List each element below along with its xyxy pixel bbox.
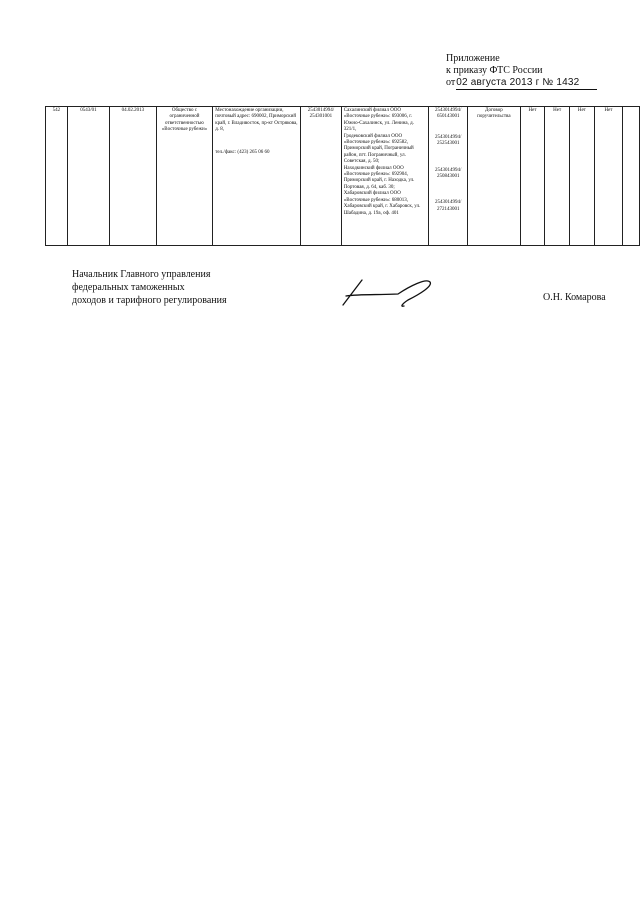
signatory-name: О.Н. Комарова xyxy=(543,292,606,303)
cell-location xyxy=(213,107,301,246)
branch-code: 2543014994/ 252543001 xyxy=(434,134,462,147)
appendix-label: Приложение xyxy=(446,53,500,64)
signatory-title-line: федеральных таможенных xyxy=(72,282,185,293)
branch-name: Хабаровский филиал ООО «Восточные рубежи»: 680013, Хабаровский край, г. Хабаровск, ул. Шабадина, д. 19а, оф. 401 xyxy=(343,191,421,216)
order-date-number: 02 августа 2013 г № 1432 xyxy=(456,77,597,90)
order-date-line xyxy=(446,77,597,90)
cell-flag: Нет xyxy=(545,107,570,246)
cell-flag: Нет xyxy=(520,107,545,246)
cell-branch-codes xyxy=(429,107,468,246)
order-reference: к приказу ФТС России xyxy=(446,65,543,76)
cell-reg-number: 0543/01 xyxy=(67,107,109,246)
cell-number: 542 xyxy=(46,107,68,246)
handwritten-signature xyxy=(338,274,438,315)
table-row xyxy=(46,107,640,246)
signatory-title-line: Начальник Главного управления xyxy=(72,269,211,280)
cell-flag: Нет xyxy=(570,107,595,246)
cell-date: 04.02.2013 xyxy=(110,107,156,246)
branch-name: Гродековский филиал ООО «Восточные рубежи»: 692582, Приморский край, Пограничный район, пгт. Пограничный, ул. Советская, д. 50; xyxy=(343,133,414,165)
branch-name: Находкинский филиал ООО «Восточные рубежи»: 692904, Приморский край, г. Находка, ул. Портовая, д. 64, каб. 30; xyxy=(343,165,415,190)
order-prefix: от xyxy=(446,77,456,88)
branch-code: 2543014994/ 250843001 xyxy=(434,167,462,180)
cell-inn-kpp: 2543014994/ 254301001 xyxy=(301,107,342,246)
cell-branches xyxy=(341,107,429,246)
cell-contract: Договор поручительства xyxy=(468,107,521,246)
signatory-title xyxy=(72,268,227,307)
cell-org-name: Общество с ограниченной ответственностью «Восточные рубежи» xyxy=(156,107,213,246)
signatory-title-line: доходов и тарифного регулирования xyxy=(72,295,227,306)
registry-table xyxy=(45,106,640,246)
branch-code: 2543014994/ 272143001 xyxy=(434,200,462,212)
document-header xyxy=(446,53,597,90)
location-text: Местонахождение организации, почтовый адрес: 690002, Приморский край, г. Владивосток, пр-кт Острякова, д. 8, xyxy=(215,108,298,133)
phone-text: тел./факс: (423) 265 06 60 xyxy=(215,149,270,155)
branch-name: Сахалинский филиал ООО «Восточные рубежи»: 693006, г. Южно-Сахалинск, ул. Ленина, д. 321/1, xyxy=(343,108,414,133)
cell-empty xyxy=(623,107,640,246)
branch-code: 2543014994/ 650143001 xyxy=(434,108,462,120)
cell-flag: Нет xyxy=(594,107,623,246)
